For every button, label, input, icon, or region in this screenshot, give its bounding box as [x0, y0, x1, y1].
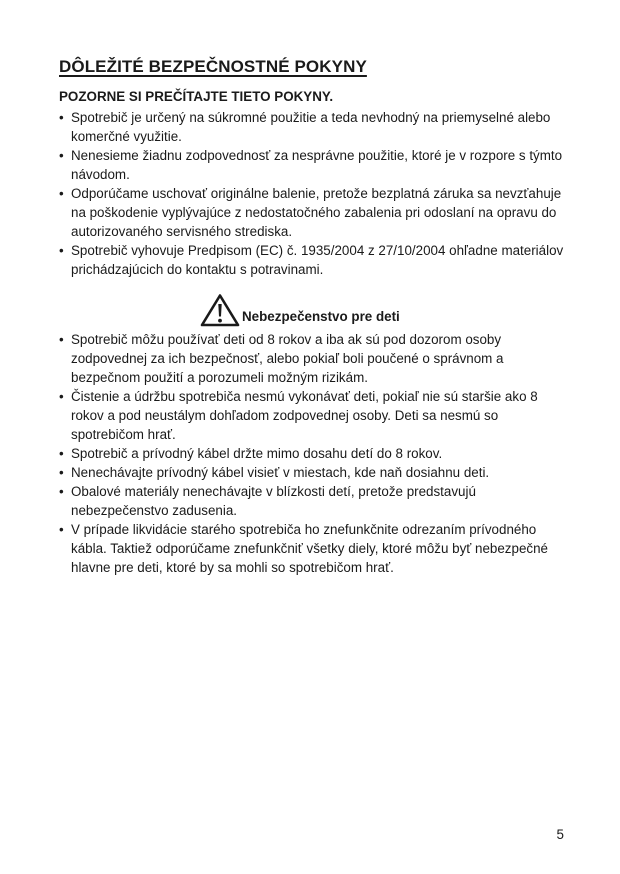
list-item: • Obalové materiály nenechávajte v blízkosti detí, pretože predstavujú nebezpečenstvo zadusenia.	[59, 482, 574, 520]
general-safety-list	[59, 108, 574, 279]
list-item: • Nenechávajte prívodný kábel visieť v miestach, kde naň dosiahnu deti.	[59, 463, 574, 482]
list-item: • Čistenie a údržbu spotrebiča nesmú vykonávať deti, pokiaľ nie sú staršie ako 8 rokov a pod neustálym dohľadom zodpovednej osoby. Deti sa nesmú so spotrebičom hrať.	[59, 387, 574, 444]
intro-heading: POZORNE SI PREČÍTAJTE TIETO POKYNY.	[59, 89, 334, 104]
list-item: • V prípade likvidácie starého spotrebiča ho znefunkčnite odrezaním prívodného kábla. Taktiež odporúčame znefunkčniť všetky diely, ktoré môžu byť nebezpečné hlavne pre deti, ktoré by sa mohli so spotrebičom hrať.	[59, 520, 574, 577]
children-danger-label: Nebezpečenstvo pre deti	[242, 309, 400, 324]
list-item: • Nenesieme žiadnu zodpovednosť za nesprávne použitie, ktoré je v rozpore s týmto návodom.	[59, 146, 574, 184]
page-number: 5	[556, 827, 564, 842]
list-item: • Spotrebič môžu používať deti od 8 rokov a iba ak sú pod dozorom osoby zodpovednej za ich bezpečnosť, alebo pokiaľ boli poučené o správnom a bezpečnom použití a porozumeli možným rizikám.	[59, 330, 574, 387]
children-safety-list	[59, 330, 574, 577]
list-item: • Spotrebič je určený na súkromné použitie a teda nevhodný na priemyselné alebo komerčné využitie.	[59, 108, 574, 146]
list-item: • Spotrebič vyhovuje Predpisom (EC) č. 1935/2004 z 27/10/2004 ohľadne materiálov prichádzajúcich do kontaktu s potravinami.	[59, 241, 574, 279]
list-item: • Odporúčame uschovať originálne balenie, pretože bezplatná záruka sa nevzťahuje na poškodenie vyplývajúce z nedostatočného zabalenia pri odoslaní na opravu do autorizovaného servisného strediska.	[59, 184, 574, 241]
page-title: DÔLEŽITÉ BEZPEČNOSTNÉ POKYNY	[59, 57, 367, 76]
list-item: • Spotrebič a prívodný kábel držte mimo dosahu detí do 8 rokov.	[59, 444, 574, 463]
warning-triangle-icon	[200, 293, 240, 327]
children-danger-heading	[200, 293, 400, 327]
